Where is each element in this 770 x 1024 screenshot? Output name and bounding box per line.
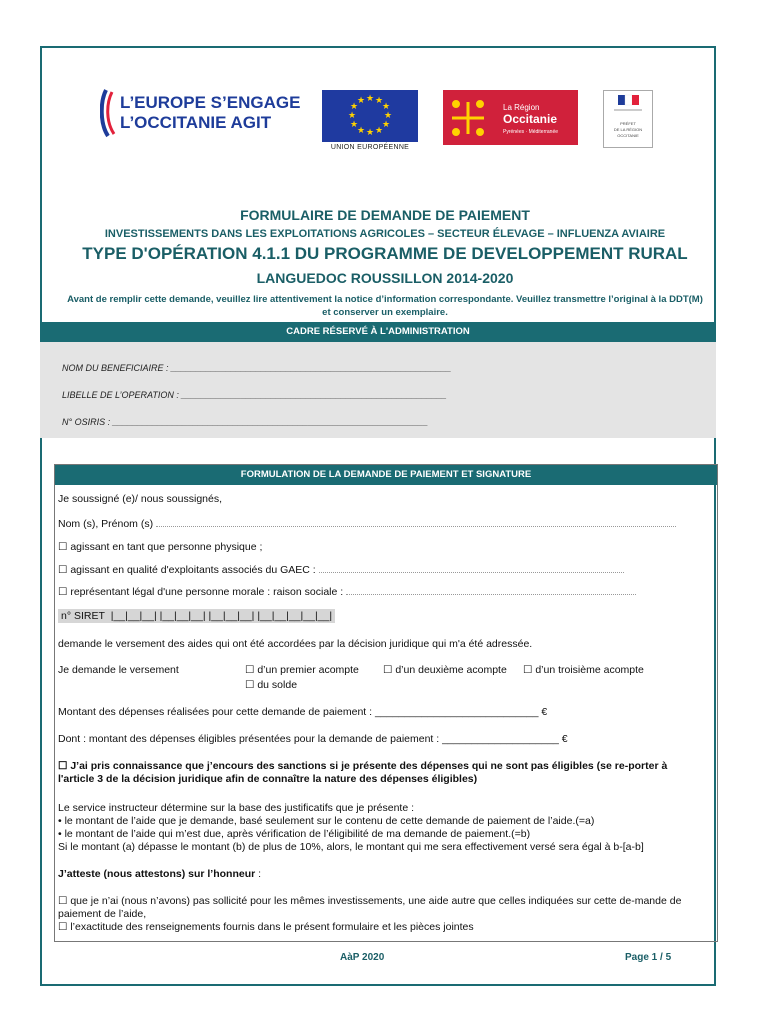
je-demande-label: Je demande le versement bbox=[58, 664, 179, 676]
attestation-accuracy[interactable]: ☐ l’exactitude des renseignements fournis dans le présent formulaire et les pièces jointes bbox=[58, 921, 474, 933]
svg-text:★: ★ bbox=[374, 96, 384, 106]
siret-label: n° SIRET bbox=[61, 610, 105, 622]
svg-text:★: ★ bbox=[381, 120, 391, 130]
bullet-amount-b: • le montant de l’aide qui m’est due, après vérification de l’éligibilité de ma demande de paiement.(=b) bbox=[58, 828, 531, 840]
prefet-line3: OCCITANIE bbox=[617, 133, 639, 138]
attestation-heading-text: J’atteste (nous attestons) sur l’honneur bbox=[58, 868, 256, 880]
footer-left: AàP 2020 bbox=[340, 952, 385, 963]
company-name-field[interactable] bbox=[346, 594, 636, 595]
operation-label-field[interactable]: LIBELLE DE L’OPERATION : _____________________________________________________ bbox=[62, 390, 447, 400]
eligible-expenses-field[interactable]: Dont : montant des dépenses éligibles présentées pour la demande de paiement : ____________________ € bbox=[58, 733, 568, 745]
expenses-amount-field[interactable]: Montant des dépenses réalisées pour cette demande de paiement : ____________________________ € bbox=[58, 706, 548, 718]
gaec-field[interactable] bbox=[319, 572, 624, 573]
occitan-cross-icon bbox=[452, 102, 484, 135]
option-gaec-row bbox=[58, 564, 624, 576]
page-number: Page 1 / 5 bbox=[625, 952, 672, 963]
bullet-amount-a: • le montant de l’aide que je demande, basé seulement sur le contenu de cette demande de paiement de l’aide.(=a) bbox=[58, 815, 595, 827]
option-legal-entity[interactable]: ☐ représentant légal d'une personne morale : raison sociale : bbox=[58, 586, 344, 598]
prefet-line2: DE LA RÉGION bbox=[613, 127, 643, 132]
osiris-number-field[interactable]: N° OSIRIS : _______________________________________________________________ bbox=[62, 417, 428, 427]
europe-logo-line1: L’EUROPE S’ENGAGE bbox=[120, 93, 301, 112]
service-text: Le service instructeur détermine sur la base des justificatifs que je présente : bbox=[58, 802, 415, 814]
option-first-installment[interactable]: ☐ d’un premier acompte bbox=[245, 664, 359, 676]
siret-field[interactable] bbox=[58, 609, 335, 623]
attestation-no-other-aid[interactable]: ☐ que je n’ai (nous n’avons) pas sollicité pour les mêmes investissements, une aide autre que celles indiquées sur cette de-mande de paiement de l’aide, bbox=[58, 895, 682, 920]
svg-text:★: ★ bbox=[365, 94, 375, 104]
soussigne-text: Je soussigné (e)/ nous soussignés, bbox=[58, 493, 223, 505]
intro-notice: Avant de remplir cette demande, veuillez lire attentivement la notice d’information correspondante. Veuillez transmettre l’original à la DDT(M) et conserver un exemplaire. bbox=[67, 294, 703, 318]
svg-text:★: ★ bbox=[347, 111, 357, 121]
option-legal-entity-row bbox=[58, 586, 636, 598]
request-section-header: FORMULATION DE LA DEMANDE DE PAIEMENT ET SIGNATURE bbox=[55, 465, 717, 485]
eu-logo bbox=[322, 90, 418, 158]
option-third-installment[interactable]: ☐ d’un troisième acompte bbox=[523, 664, 644, 676]
svg-text:★: ★ bbox=[356, 96, 366, 106]
siret-boxes: |__|__|__| |__|__|__| |__|__|__| |__|__|__|__|__| bbox=[110, 610, 333, 622]
beneficiary-name-field[interactable]: NOM DU BENEFICIAIRE : ________________________________________________________ bbox=[62, 363, 452, 373]
option-physical-person[interactable]: ☐ agissant en tant que personne physique ; bbox=[58, 541, 263, 553]
region-line3: Pyrénées · Méditerranée bbox=[503, 129, 559, 135]
siret-row bbox=[58, 610, 335, 622]
attestation-heading-colon: : bbox=[255, 868, 262, 880]
svg-text:★: ★ bbox=[365, 128, 375, 138]
eu-flag-icon bbox=[322, 90, 418, 142]
name-row bbox=[58, 518, 676, 530]
svg-text:★: ★ bbox=[383, 111, 393, 121]
name-label: Nom (s), Prénom (s) bbox=[58, 518, 154, 530]
program-title: LANGUEDOC ROUSSILLON 2014-2020 bbox=[256, 270, 514, 286]
prefet-line1: PRÉFET bbox=[620, 121, 636, 126]
admin-section-header: CADRE RÉSERVÉ À L'ADMINISTRATION bbox=[40, 322, 716, 342]
europe-occitanie-logo bbox=[100, 88, 340, 138]
name-field[interactable] bbox=[156, 526, 676, 527]
region-line1: La Région bbox=[503, 103, 540, 112]
option-second-installment[interactable]: ☐ d’un deuxième acompte bbox=[383, 664, 507, 676]
europe-logo-line2: L’OCCITANIE AGIT bbox=[120, 113, 272, 132]
region-occitanie-logo bbox=[443, 90, 578, 145]
svg-text:★: ★ bbox=[356, 126, 366, 136]
exceed-rule-text: Si le montant (a) dépasse le montant (b) de plus de 10%, alors, le montant qui me sera effectivement versé sera égal à b-[a-b] bbox=[58, 841, 644, 853]
eu-caption: UNION EUROPÉENNE bbox=[330, 144, 410, 151]
svg-text:★: ★ bbox=[349, 102, 359, 112]
prefet-logo bbox=[603, 90, 653, 148]
region-line2: Occitanie bbox=[503, 112, 558, 126]
svg-text:★: ★ bbox=[349, 120, 359, 130]
svg-text:★: ★ bbox=[374, 126, 384, 136]
svg-text:★: ★ bbox=[381, 102, 391, 112]
option-gaec[interactable]: ☐ agissant en qualité d'exploitants associés du GAEC : bbox=[58, 564, 316, 576]
form-subtitle: INVESTISSEMENTS DANS LES EXPLOITATIONS AGRICOLES – SECTEUR ÉLEVAGE – INFLUENZA AVIAIRE bbox=[104, 228, 666, 240]
form-title: FORMULAIRE DE DEMANDE DE PAIEMENT bbox=[240, 207, 530, 223]
sanctions-checkbox[interactable]: ☐ J’ai pris connaissance que j’encours des sanctions si je présente des dépenses qui ne sont pas éligibles (se re-porter à l'article 3 de la décision juridique afin de connaître la nature des dépenses éligibles) bbox=[58, 760, 668, 785]
attestation-heading bbox=[58, 868, 261, 880]
operation-type-title: TYPE D'OPÉRATION 4.1.1 DU PROGRAMME DE DEVELOPPEMENT RURAL bbox=[82, 244, 688, 263]
option-balance[interactable]: ☐ du solde bbox=[245, 679, 298, 691]
payment-request-text: demande le versement des aides qui ont été accordées par la décision juridique qui m'a été adressée. bbox=[58, 638, 533, 650]
